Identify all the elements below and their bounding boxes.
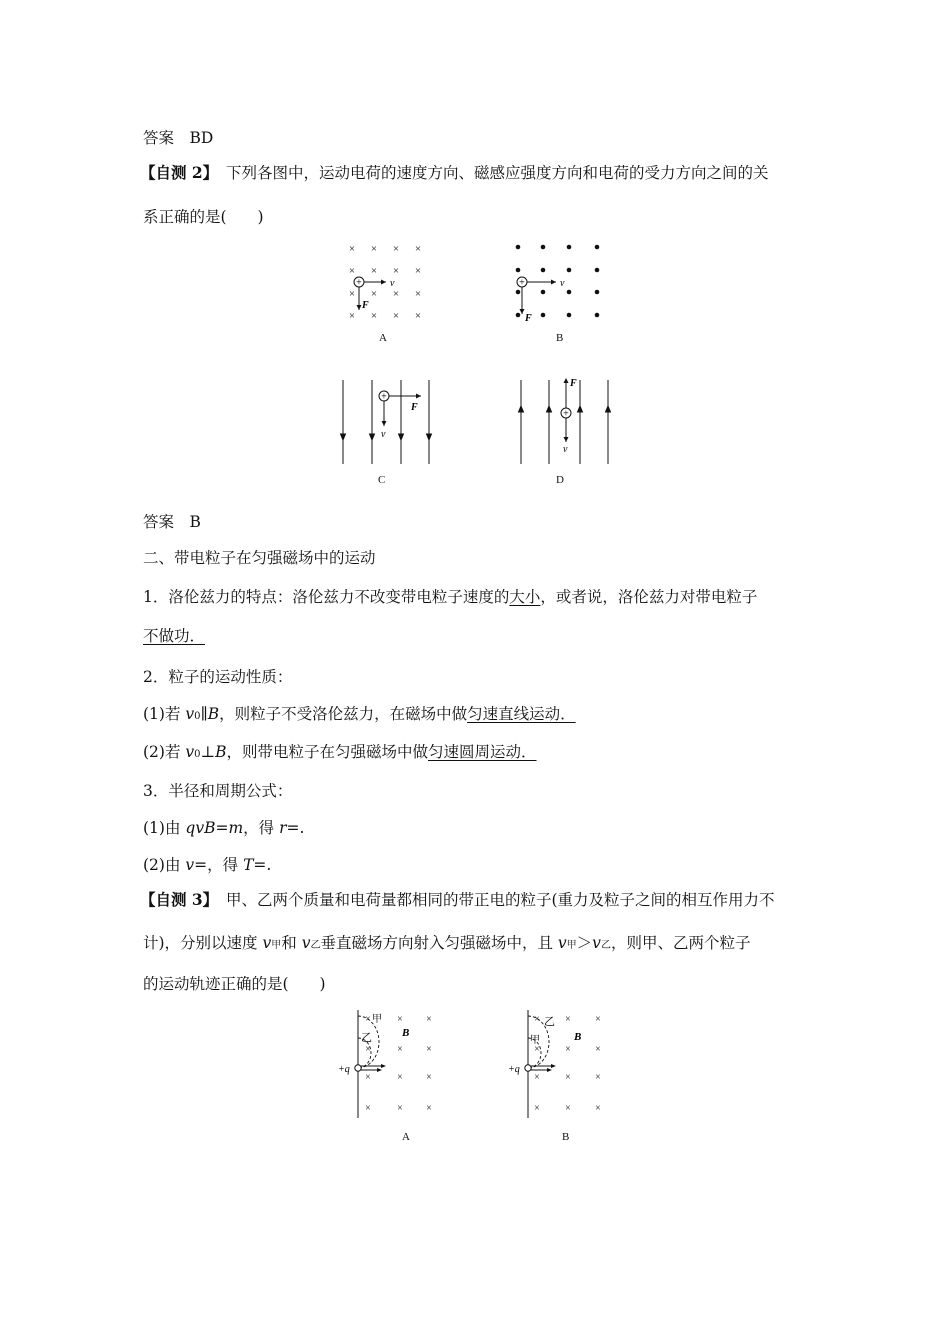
field-dot [516,313,521,318]
cross-mark: × [595,1103,601,1114]
cross-mark: × [370,288,378,300]
cross-mark: × [595,1072,601,1083]
point-2-item-2: (2)若 v0⊥B，则带电粒子在匀强磁场中做匀速圆周运动． [143,743,537,761]
cross-mark: × [534,1103,540,1114]
cross-mark: × [365,1014,371,1025]
cross-mark: × [397,1103,403,1114]
cross-mark: × [534,1044,540,1055]
cross-mark: × [392,265,400,277]
question-3-tag: 【自测 3】 [140,890,211,909]
cross-mark: × [365,1072,371,1083]
point-1-line-2 [143,629,205,645]
point-3-title: 3．半径和周期公式： [143,782,293,800]
cross-mark: × [565,1014,571,1025]
question-2-line-2: 系正确的是( ) [143,208,264,226]
cross-mark: × [348,288,356,300]
figure-2d-label: D [556,474,564,486]
velocity-label: v [563,444,568,455]
velocity-label: v [381,429,386,440]
field-dot [541,313,546,318]
figure-3a-label: A [402,1131,410,1143]
field-dot [595,313,600,318]
field-dot [567,290,572,295]
question-2-text-1: 下列各图中，运动电荷的速度方向、磁感应强度方向和电荷的受力方向之间的关 [225,164,769,182]
cross-mark: × [595,1044,601,1055]
velocity-label: v [560,278,565,289]
cross-mark: × [414,265,422,277]
figure-2c [335,376,440,468]
field-dot [567,245,572,250]
figure-2b-label: B [556,332,564,344]
particle-origin [525,1065,531,1071]
answer-2-label: 答案 [143,513,175,531]
cross-mark: × [426,1072,432,1083]
cross-mark: × [595,1014,601,1025]
cross-mark: × [397,1072,403,1083]
charge-plus: + [519,277,525,289]
point-1-text-a: 1．洛伦兹力的特点：洛伦兹力不改变带电粒子速度的 [143,588,510,606]
cross-mark: × [414,288,422,300]
cross-mark: × [414,310,422,322]
cross-mark: × [534,1072,540,1083]
cross-mark: × [426,1014,432,1025]
cross-mark: × [348,265,356,277]
figure-2a [340,236,440,331]
cross-mark: × [397,1044,403,1055]
answer-1-label: 答案 [143,129,175,147]
field-dot [541,268,546,273]
cross-mark: × [534,1014,540,1025]
force-label: F [570,378,577,389]
cross-mark: × [348,310,356,322]
field-dot [567,268,572,273]
cross-mark: × [370,265,378,277]
cross-mark: × [392,288,400,300]
point-1-text-b: ，或者说，洛伦兹力对带电粒子 [540,588,758,606]
cross-mark: × [414,243,422,255]
field-dot [595,245,600,250]
cross-mark: × [370,243,378,255]
answer-1 [143,131,213,147]
point-2-title: 2．粒子的运动性质： [143,668,293,686]
label-field-b: B [402,1027,410,1039]
label-jia: 甲 [372,1014,382,1025]
charge-plus: + [381,391,387,403]
answer-2-value: B [189,513,201,531]
cross-mark: × [426,1103,432,1114]
point-2-item-1: (1)若 v0∥B，则粒子不受洛伦兹力，在磁场中做匀速直线运动． [143,705,576,723]
cross-mark: × [392,243,400,255]
field-dot [516,290,521,295]
field-dot [567,313,572,318]
field-dot [595,268,600,273]
label-jia: 甲 [530,1035,540,1046]
point-2-blank-1: 匀速直线运动． [467,705,576,723]
cross-mark: × [370,310,378,322]
figure-2a-label: A [379,332,387,344]
field-dot [516,245,521,250]
force-label: F [362,300,369,311]
cross-mark: × [348,243,356,255]
label-yi: 乙 [544,1016,555,1028]
charge-label: +q [338,1064,350,1075]
force-label: F [411,402,418,413]
answer-1-value: BD [189,129,214,147]
question-3-line-3: 的运动轨迹正确的是( ) [143,975,326,993]
cross-mark: × [365,1103,371,1114]
field-dot [541,245,546,250]
point-1-line-1 [143,590,757,606]
velocity-label: v [390,278,395,289]
charge-plus: + [356,277,362,289]
question-3-text-1: 甲、乙两个质量和电荷量都相同的带正电的粒子(重力及粒子之间的相互作用力不 [225,891,775,909]
cross-mark: × [565,1044,571,1055]
cross-mark: × [397,1014,403,1025]
question-3-line-1 [140,892,775,909]
particle-origin [355,1065,361,1071]
field-dot [595,290,600,295]
figure-3b [506,1008,616,1120]
field-dot [541,290,546,295]
cross-mark: × [565,1072,571,1083]
point-3-item-2: (2)由 v=，得 T=. [143,856,272,874]
label-field-b: B [574,1031,582,1043]
figure-2b [508,236,608,331]
point-1-blank-2: 不做功． [143,627,206,645]
figure-3a [336,1008,446,1120]
cross-mark: × [392,310,400,322]
label-yi: 乙 [361,1032,372,1044]
question-2-tag: 【自测 2】 [140,163,211,182]
figure-2d [512,376,617,468]
figure-2c-label: C [378,474,386,486]
force-label: F [525,313,532,324]
charge-label: +q [508,1064,520,1075]
cross-mark: × [426,1044,432,1055]
section-2-title: 二、带电粒子在匀强磁场中的运动 [143,549,376,567]
charge-plus: + [563,408,569,420]
point-1-blank-1: 大小 [509,588,541,606]
point-3-item-1: (1)由 qvB=m，得 r=. [143,819,305,837]
cross-mark: × [365,1044,371,1055]
question-2-line-1 [140,165,768,182]
answer-2 [143,515,201,531]
cross-mark: × [565,1103,571,1114]
figure-3b-label: B [562,1131,570,1143]
point-2-blank-2: 匀速圆周运动． [428,743,537,761]
question-3-line-2: 计)，分别以速度 v甲和 v乙垂直磁场方向射入匀强磁场中，且 v甲＞v乙，则甲、乙两个粒子 [143,934,751,952]
field-dot [516,268,521,273]
